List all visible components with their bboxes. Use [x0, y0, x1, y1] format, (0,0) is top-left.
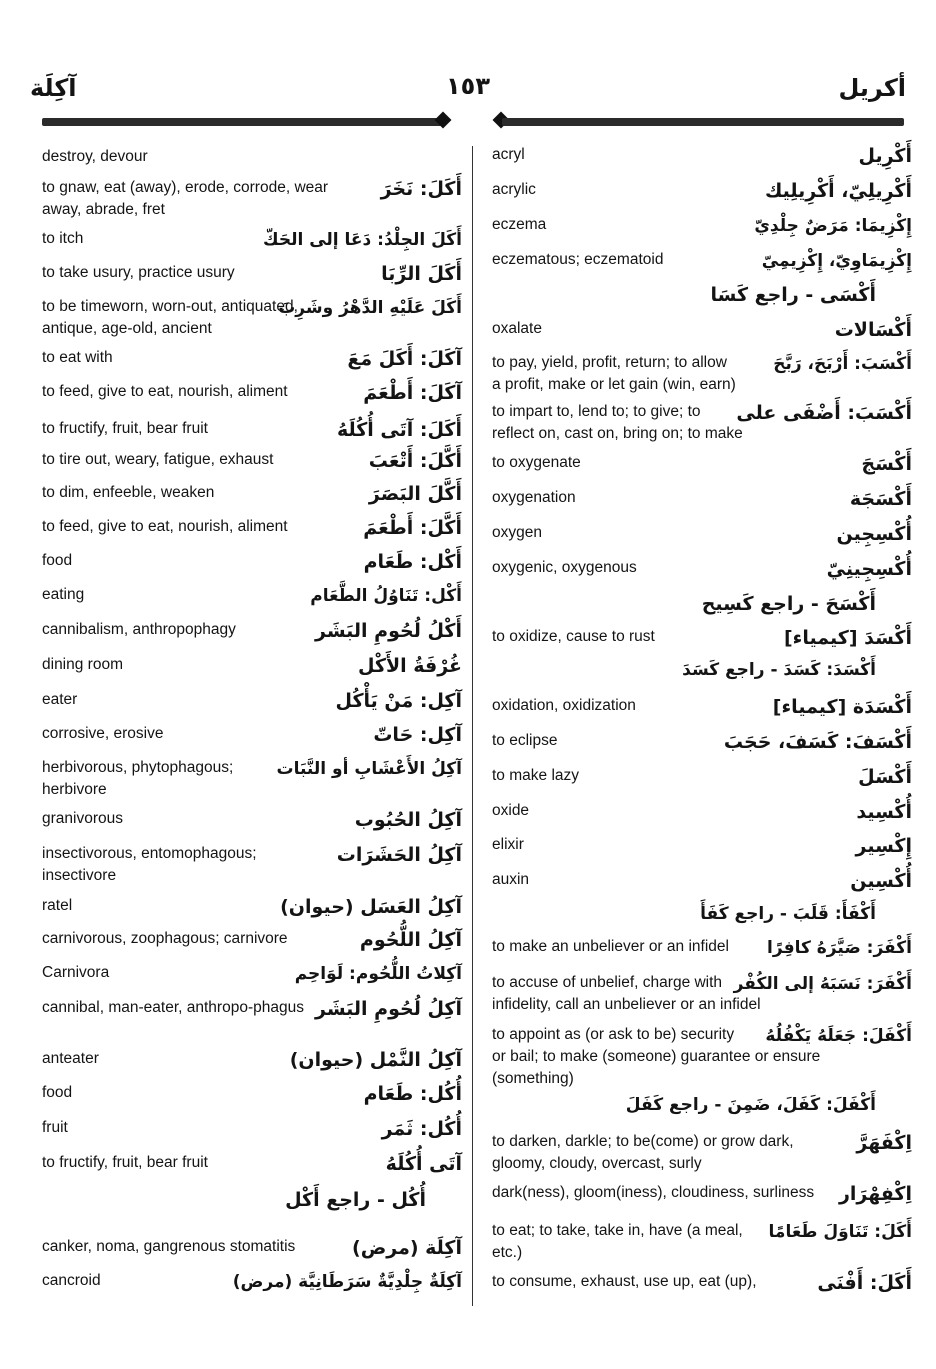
dictionary-entry [42, 619, 462, 643]
right-column [492, 0, 912, 1369]
dictionary-entry [42, 449, 462, 473]
arabic-headword: أَكْسَبَ: أَرْبَحَ، رَبَّحَ [773, 354, 912, 374]
english-definition: acrylic [492, 181, 536, 198]
english-definition: oxalate [492, 320, 542, 337]
dictionary-entry [42, 1236, 462, 1260]
arabic-headword: آكِل: مَنْ يَأْكُل [335, 690, 462, 712]
english-definition: cannibalism, anthropophagy [42, 621, 236, 638]
arabic-headword: آكِلُ الأَعْشَابِ أو النَّبَات [276, 759, 462, 779]
arabic-headword: أَكَلَ عَلَيْهِ الدَّهْرُ وشَرِبَ [278, 298, 462, 318]
arabic-headword: أَكَلَ: آتَى أُكُلَهُ [336, 419, 462, 441]
arabic-headword: أَكَّلَ: أَتْعَبَ [368, 450, 462, 472]
dictionary-entry [492, 557, 912, 581]
dictionary-entry [492, 800, 912, 824]
english-definition: to gnaw, eat (away), erode, corrode, wear away, abrade, fret [42, 179, 329, 218]
dictionary-entry [42, 1152, 462, 1176]
dictionary-entry [42, 177, 462, 218]
right-guide-word: أكريل [838, 74, 906, 102]
dictionary-entry [42, 843, 462, 884]
english-definition: eczema [492, 216, 547, 233]
dictionary-entry [42, 808, 462, 832]
left-column [42, 0, 462, 1369]
dictionary-entry [492, 730, 912, 754]
arabic-headword: أَكْرِيل [858, 145, 912, 167]
arabic-headword: أَكْل: طَعَام [363, 551, 462, 573]
dictionary-entry [492, 1131, 912, 1172]
arabic-headword: أَكَلَ: تَنَاوَلَ طَعَامًا [768, 1222, 912, 1242]
dictionary-entry [42, 296, 462, 337]
arabic-headword: إِكْزِيمَاوِيّ، إِكْزِيمِيّ [761, 251, 912, 271]
english-definition: to feed, give to eat, nourish, aliment [42, 383, 288, 400]
arabic-headword: أُكْسِجِين [836, 523, 912, 545]
arabic-headword: آكِلُ الحُبُوب [354, 809, 462, 831]
arabic-headword: أُكُل - راجع أَكْل [285, 1189, 426, 1211]
english-definition: elixir [492, 836, 524, 853]
english-definition: fruit [42, 1119, 68, 1136]
dictionary-entry [42, 550, 462, 574]
english-definition: Carnivora [42, 964, 110, 981]
english-definition: to oxygenate [492, 454, 581, 471]
english-definition: to accuse of unbelief, charge with infidelity, call an unbeliever or an infidel [492, 974, 761, 1013]
dictionary-entry [492, 626, 912, 650]
arabic-headword: آتَى أُكُلَهُ [385, 1153, 462, 1175]
arabic-headword: آكِلَةٌ جِلْدِيَّةٌ سَرَطَانِيَّة (مرض) [232, 1272, 462, 1292]
english-definition: cancroid [42, 1272, 101, 1289]
english-definition: to be timeworn, worn-out, antiquated, antique, age-old, ancient [42, 298, 298, 337]
dictionary-entry [492, 1220, 912, 1261]
arabic-headword: أَكْلُ لُحُومِ البَشَر [315, 620, 462, 642]
dictionary-entry [492, 695, 912, 719]
arabic-headword: آكَلَ: أَكَلَ مَعَ [347, 348, 462, 370]
english-definition: to tire out, weary, fatigue, exhaust [42, 451, 274, 468]
dictionary-entry [42, 482, 462, 506]
english-definition: cannibal, man-eater, anthropo-phagus [42, 999, 304, 1016]
dictionary-entry [492, 214, 912, 238]
arabic-headword: أَكْسَجَة [849, 488, 912, 510]
english-definition: to appoint as (or ask to be) security or bail; to make (someone) guarantee or ensure (something) [492, 1026, 821, 1087]
arabic-headword: آكِلُ النَّمْل (حيوان) [289, 1049, 462, 1071]
dictionary-entry [492, 249, 912, 273]
arabic-headword: أَكْسَدَة [كيمياء] [772, 696, 912, 718]
arabic-headword: آكِلُ العَسَل (حيوان) [280, 896, 462, 918]
english-definition: dark(ness), gloom(iness), cloudiness, surliness [492, 1184, 815, 1201]
english-definition: food [42, 552, 73, 569]
dictionary-entry [492, 318, 912, 342]
dictionary-entry [42, 1270, 462, 1294]
dictionary-entry [42, 1188, 462, 1212]
english-definition: oxide [492, 802, 530, 819]
english-definition: to make lazy [492, 767, 580, 784]
dictionary-entry [42, 1048, 462, 1072]
dictionary-entry [42, 347, 462, 371]
english-definition: to pay, yield, profit, return; to allow a profit, make or let gain (win, earn) [492, 354, 736, 393]
english-definition: to eat with [42, 349, 113, 366]
english-definition: to itch [42, 230, 84, 247]
dictionary-entry [42, 1117, 462, 1141]
arabic-headword: أَكَّلَ البَصَرَ [368, 483, 462, 505]
english-definition: eating [42, 586, 85, 603]
dictionary-entry [492, 902, 912, 926]
dictionary-entry [492, 522, 912, 546]
dictionary-entry [492, 283, 912, 307]
arabic-headword: أَكَلَ: أَفْنَى [817, 1272, 912, 1294]
arabic-headword: إِكْزِيمَا: مَرَضٌ جِلْدِيّ [754, 216, 912, 236]
english-definition: to feed, give to eat, nourish, aliment [42, 518, 288, 535]
english-definition: anteater [42, 1050, 99, 1067]
english-definition: to darken, darkle; to be(come) or grow dark, gloomy, cloudy, overcast, surly [492, 1133, 794, 1172]
dictionary-entry [492, 1182, 912, 1206]
arabic-headword: أَكْسَدَ: كَسَدَ - راجع كَسَدَ [682, 660, 876, 680]
dictionary-entry [42, 381, 462, 405]
dictionary-entry [42, 928, 462, 952]
page-number: ١٥٣ [446, 72, 490, 100]
english-definition: oxygen [492, 524, 542, 541]
english-definition: eczematous; eczematoid [492, 251, 664, 268]
arabic-headword: غُرْفَةُ الأَكْل [357, 655, 462, 677]
dictionary-entry [42, 895, 462, 919]
left-guide-word: آكِلَة [30, 74, 77, 102]
english-definition: to eat; to take, take in, have (a meal, etc.) [492, 1222, 743, 1261]
dictionary-entry [492, 1024, 912, 1087]
arabic-headword: أَكْل: تَنَاوُلُ الطَّعَام [310, 586, 462, 606]
arabic-headword: أُكْسِيد [856, 801, 912, 823]
dictionary-entry [42, 262, 462, 286]
english-definition: auxin [492, 871, 530, 888]
arabic-headword: أُكُل: طَعَام [363, 1083, 462, 1105]
arabic-headword: آكِلُ لُحُومِ البَشَر [315, 998, 462, 1020]
english-definition: to impart to, lend to; to give; to reflect on, cast on, bring on; to make [492, 403, 743, 442]
arabic-headword: أُكْسِجِينِيّ [826, 558, 912, 580]
arabic-headword: أَكَّلَ: أَطْعَمَ [363, 517, 462, 539]
arabic-headword: أَكْفَلَ: جَعَلَهُ يَكْفُلُهُ [765, 1026, 912, 1046]
dictionary-entry [42, 654, 462, 678]
arabic-headword: أَكَلَ: نَخَرَ [380, 178, 462, 200]
arabic-headword: أَكْسَدَ [كيمياء] [784, 627, 912, 649]
english-definition: oxygenic, oxygenous [492, 559, 637, 576]
english-definition: to take usury, practice usury [42, 264, 235, 281]
english-definition: acryl [492, 146, 525, 163]
english-definition: to fructify, fruit, bear fruit [42, 420, 208, 437]
english-definition: corrosive, erosive [42, 725, 164, 742]
english-definition: herbivorous, phytophagous; herbivore [42, 759, 234, 798]
dictionary-entry [42, 418, 462, 442]
arabic-headword: آكِلُ الحَشَرَات [336, 844, 462, 866]
dictionary-entry [42, 723, 462, 747]
arabic-headword: أَكْفَرَ: نَسَبَهُ إلى الكُفْر [733, 974, 912, 994]
arabic-headword: أَكْفَأَ: قَلَبَ - راجع كَفَأَ [700, 904, 876, 924]
english-definition: insectivorous, entomophagous; insectivore [42, 845, 257, 884]
english-definition: to fructify, fruit, bear fruit [42, 1154, 208, 1171]
dictionary-entry [492, 179, 912, 203]
dictionary-entry [492, 936, 912, 960]
arabic-headword: أُكُل: ثَمَر [381, 1118, 462, 1140]
arabic-headword: آكِل: حَاتّ [373, 724, 462, 746]
dictionary-entry [492, 834, 912, 858]
arabic-headword: أَكْسَجَ [861, 453, 912, 475]
dictionary-entry [492, 144, 912, 168]
english-definition: ratel [42, 897, 73, 914]
dictionary-entry [492, 592, 912, 616]
dictionary-entry [492, 765, 912, 789]
english-definition: dining room [42, 656, 123, 673]
dictionary-entry [492, 1093, 912, 1117]
arabic-headword: أَكْسَلَ [858, 766, 912, 788]
arabic-headword: اِكْفِهْرَار [838, 1183, 912, 1205]
english-definition: to eclipse [492, 732, 558, 749]
arabic-headword: أَكْسَبَ: أَضْفَى على [736, 402, 912, 424]
dictionary-entry [42, 584, 462, 608]
english-definition: eater [42, 691, 78, 708]
dictionary-entry [492, 452, 912, 476]
arabic-headword: آكِلُ اللُّحُوم [359, 929, 462, 951]
arabic-headword: إِكْسِير [855, 835, 912, 857]
dictionary-entry [42, 1082, 462, 1106]
english-definition: oxidation, oxidization [492, 697, 636, 714]
arabic-headword: أَكْرِيلِيّ، أَكْرِيلِيك [764, 180, 912, 202]
dictionary-entry [492, 658, 912, 682]
dictionary-entry [42, 516, 462, 540]
dictionary-entry [42, 228, 462, 252]
arabic-headword: أُكْسِين [850, 870, 912, 892]
column-divider [472, 146, 473, 1306]
dictionary-entry [492, 487, 912, 511]
arabic-headword: آكَلَ: أَطْعَمَ [363, 382, 462, 404]
dictionary-entry [42, 757, 462, 798]
arabic-headword: اِكْفَهَرَّ [856, 1132, 912, 1154]
english-definition: oxygenation [492, 489, 576, 506]
dictionary-entry [492, 1271, 912, 1295]
english-definition: to make an unbeliever or an infidel [492, 938, 729, 955]
dictionary-entry [492, 972, 912, 1013]
dictionary-entry [42, 997, 462, 1021]
arabic-headword: أَكْسَفَ: كَسَفَ، حَجَبَ [723, 731, 912, 753]
english-definition: to dim, enfeeble, weaken [42, 484, 215, 501]
english-definition: carnivorous, zoophagous; carnivore [42, 930, 288, 947]
dictionary-entry [42, 146, 462, 170]
arabic-headword: أَكَلَ الرِّبَا [381, 263, 462, 285]
arabic-headword: آكِلاتُ اللُّحُوم: لَوَاحِم [294, 964, 462, 984]
arabic-headword: أَكْفَلَ: كَفَلَ، ضَمِنَ - راجع كَفَلَ [625, 1095, 876, 1115]
dictionary-entry [42, 689, 462, 713]
english-definition: canker, noma, gangrenous stomatitis [42, 1238, 296, 1255]
arabic-headword: أَكْفَرَ: صَيَّرَهُ كافِرًا [767, 938, 912, 958]
english-definition: food [42, 1084, 73, 1101]
dictionary-entry [492, 352, 912, 393]
english-definition: destroy, devour [42, 148, 148, 165]
dictionary-entry [492, 869, 912, 893]
dictionary-entry [492, 401, 912, 442]
arabic-headword: أَكْسَالات [834, 319, 912, 341]
arabic-headword: آكِلَة (مرض) [352, 1237, 462, 1259]
english-definition: to oxidize, cause to rust [492, 628, 655, 645]
dictionary-entry [42, 962, 462, 986]
english-definition: to consume, exhaust, use up, eat (up), [492, 1273, 757, 1290]
arabic-headword: أَكَلَ الجِلْدُ: دَعَا إلى الحَكّ [262, 230, 462, 250]
arabic-headword: أَكْسَحَ - راجع كَسِيح [701, 593, 876, 615]
arabic-headword: أَكْسَى - راجع كَسَا [710, 284, 876, 306]
english-definition: granivorous [42, 810, 123, 827]
